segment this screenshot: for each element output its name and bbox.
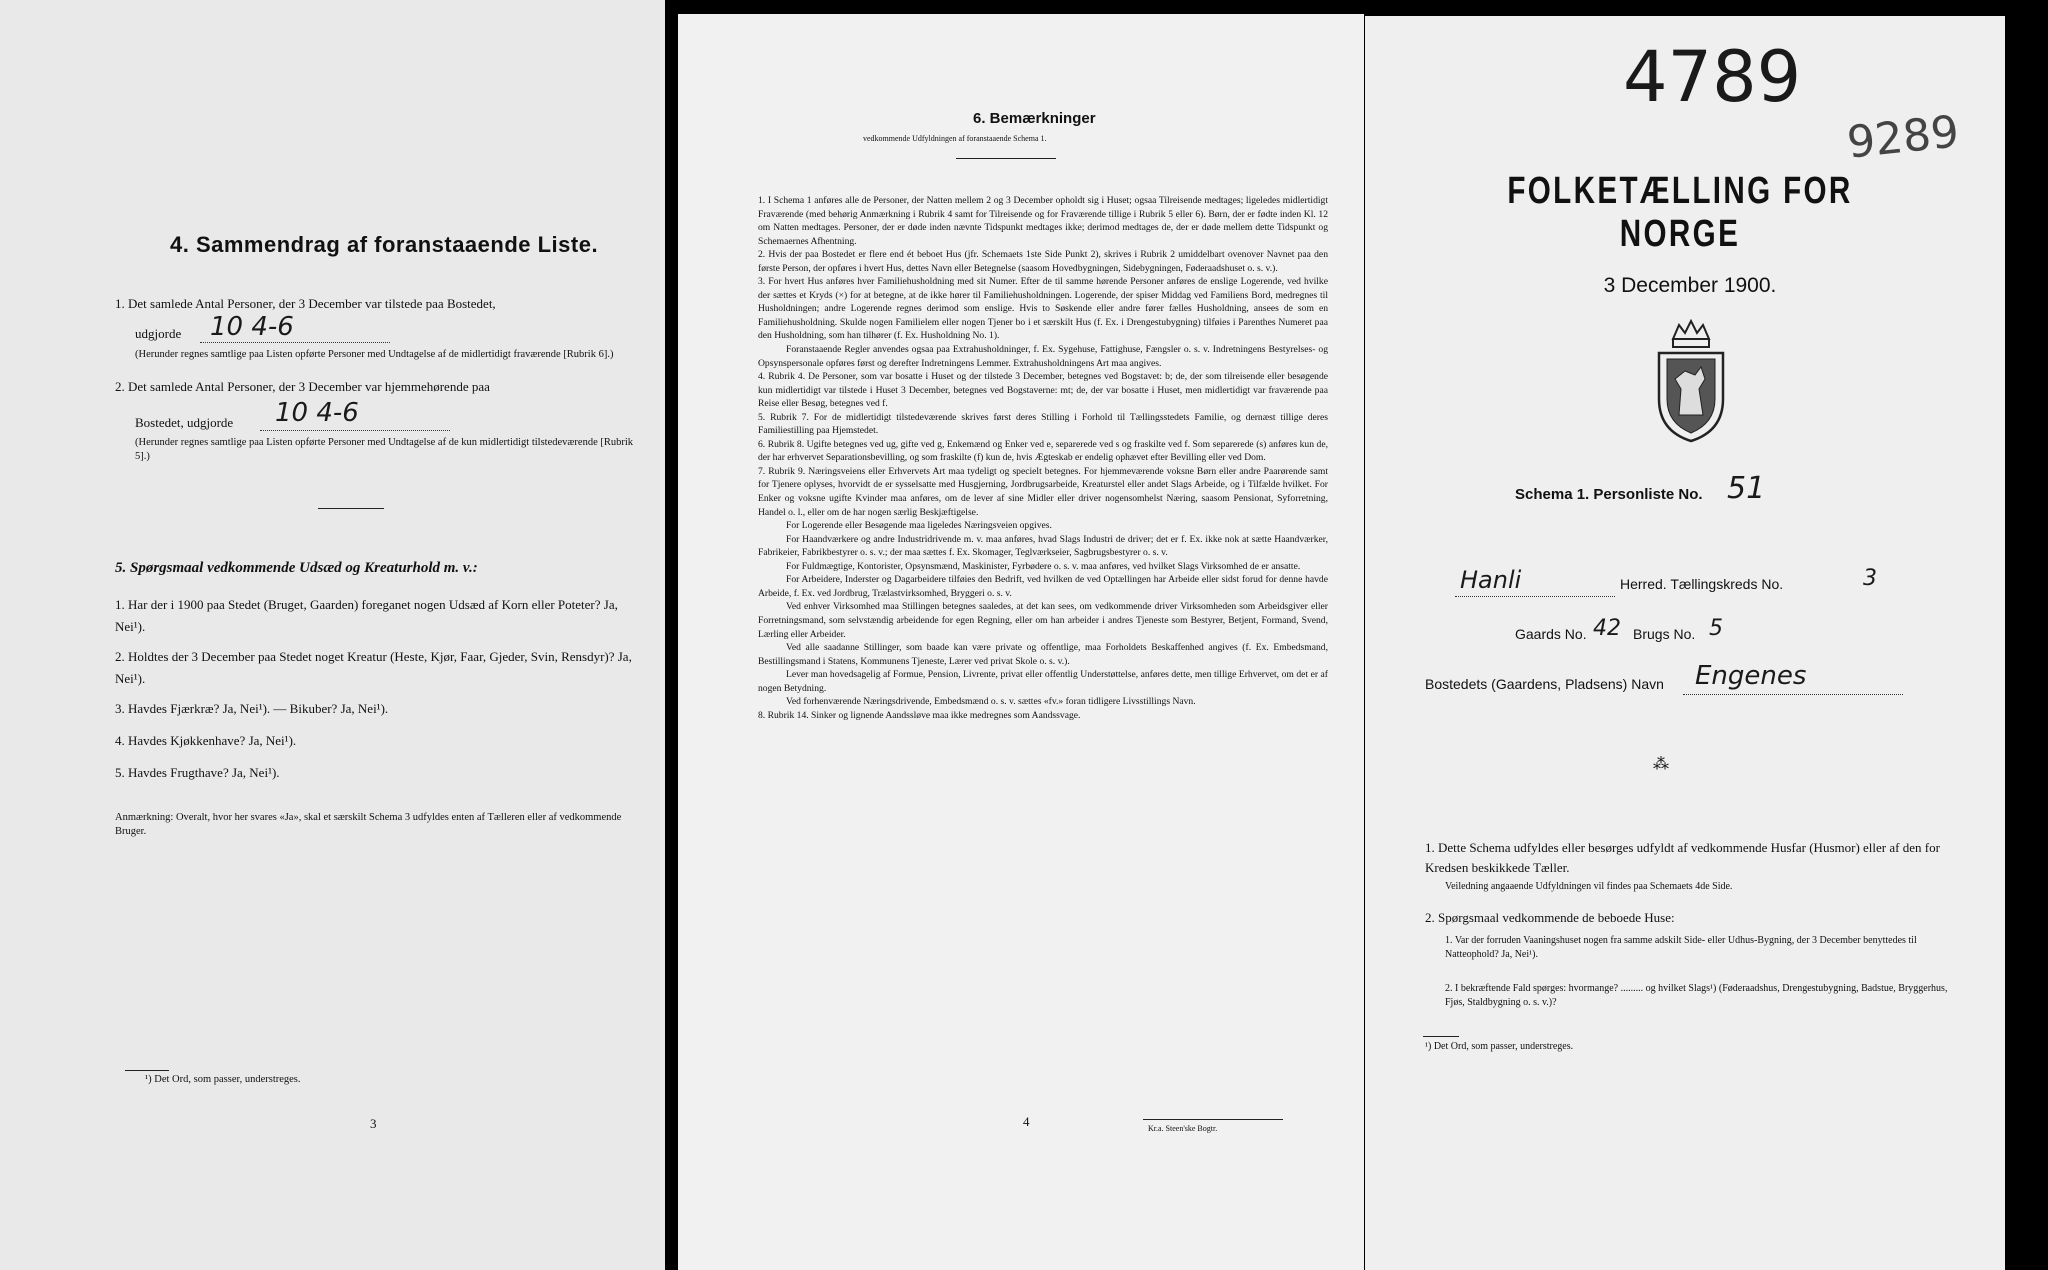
herred-label: Herred. Tællingskreds No.: [1620, 576, 1784, 592]
question-5: 5. Havdes Frugthave? Ja, Nei¹).: [115, 765, 280, 780]
remark-7i: Ved forhenværende Næringsdrivende, Embedsmænd o. s. v. sættes «fv.» foran tidligere Livsstillings Navn.: [786, 696, 1196, 708]
remarks-title: 6. Bemærkninger: [973, 110, 1096, 127]
ornament-icon: ⁂: [1653, 756, 1669, 773]
remark-7d: For Fuldmægtige, Kontorister, Opsynsmænd, Maskinister, Fyrbødere o. s. v. maa anføres, ved hvilket Slags Virksomhed de er ansatte.: [786, 560, 1301, 572]
norwegian-coat-of-arms-icon: [1645, 319, 1737, 444]
brugs-label: Brugs No.: [1633, 626, 1696, 642]
question-1: 1. Har der i 1900 paa Stedet (Bruget, Gaarden) foreganet nogen Udsæd af Korn eller Poteter? Ja, Nei¹).: [115, 597, 618, 634]
remark-7e: For Arbeidere, Inderster og Dagarbeidere tilføies den Bedrift, ved hvilken de ved Optællingen har Arbeide eller sidst forud for denne havde Arbeide, f. Ex. ved Jordbrug, Trælastvirksomhed, Bryggeri o. s. v.: [758, 574, 1328, 599]
gaards-number: 42: [1593, 616, 1621, 641]
remark-2: 2. Hvis der paa Bostedet er flere end ét beboet Hus (jfr. Schemaets 1ste Side Punkt 2), skrives i Rubrik 2 umiddelbart ovenover Navnet paa den første Person, der opføres i hvert Hus, dettes Navn eller Betegnelse (saasom Hovedbygningen, Sidebygningen, Føderaadshuset o. s. v.).: [758, 249, 1328, 274]
herred-line: [1455, 596, 1615, 597]
divider: [318, 508, 384, 509]
footnote-rule: [1423, 1036, 1459, 1037]
gaards-label: Gaards No.: [1515, 626, 1587, 642]
right-page: [1365, 16, 2005, 1270]
instruction-2: 2. Spørgsmaal vedkommende de beboede Huse:: [1425, 910, 1675, 925]
remark-7h: Lever man hovedsagelig af Formue, Pension, Livrente, privat eller offentlig Understøttelse, anføres dette, men tillige Erhvervet, om det er af nogen Betydning.: [758, 669, 1328, 694]
page-number: 4: [1023, 1114, 1030, 1129]
archive-number-secondary: 9289: [1844, 106, 1962, 169]
remark-4: 4. Rubrik 4. De Personer, som var bosatte i Huset og der tilstede 3 December, betegnes ved Bogstavet: b; de, der som tilreisende eller besøgende kun midlertidigt var tilstede i Huset 3 December, betegnes ved Bogstaverne: mt; de, der var bosatte i Huset, men midlertidigt var fraværende paa Reise eller Besøg, betegnes ved f.: [758, 371, 1328, 410]
summary-item-2: 2. Det samlede Antal Personer, der 3 December var hjemmehørende paa: [115, 379, 490, 394]
summary-item-2-value: 10 4-6: [275, 398, 359, 428]
remark-7b: For Logerende eller Besøgende maa ligeledes Næringsveien opgives.: [786, 520, 1052, 532]
summary-item-2-label: Bostedet, udgjorde: [135, 415, 234, 430]
census-date: 3 December 1900.: [1603, 274, 1777, 297]
bosted-value: Engenes: [1695, 661, 1807, 691]
printer-mark: Kr.a. Steen'ske Bogtr.: [1148, 1124, 1218, 1133]
footnote: ¹) Det Ord, som passer, understreges.: [1425, 1041, 1574, 1052]
remark-7f: Ved enhver Virksomhed maa Stillingen betegnes saaledes, at det kan sees, om vedkommende driver Virksomheden som Arbeidsgiver eller Forretningsmand, som selvstændig arbeidende for egen Regning, eller om han arbeider i andres Tjeneste som Bestyrer, Betjent, Formand, Svend, Lærling eller Arbeider.: [758, 601, 1328, 640]
remarks-body: [758, 194, 1328, 722]
house-question-1: 1. Var der forruden Vaaningshuset nogen fra samme adskilt Side- eller Udhus-Bygning, der 3 December benyttedes til Natteophold? Ja, Nei¹).: [1445, 935, 1917, 960]
archive-number: 4789: [1623, 36, 1802, 118]
bosted-label: Bostedets (Gaardens, Pladsens) Navn: [1425, 676, 1664, 692]
remark-1: 1. I Schema 1 anføres alle de Personer, der Natten mellem 2 og 3 December opholdt sig i Huset; ogsaa Tilreisende medtages; ligeledes midlertidigt Fraværende (med behørig Anmærkning i Rubrik 4 samt for Tilreisende og for Fraværende tillige i Rubrik 5 eller 6). Børn, der er fødte inden Kl. 12 om Natten medtages. Personer, der er døde inden nævnte Tidspunkt medtages ikke; derimod medtages de, der er døde mellem dette Tidspunkt og Schemaernes Afhentning.: [758, 195, 1328, 247]
schema-number: 51: [1727, 471, 1766, 506]
summary-item-1-note: (Herunder regnes samtlige paa Listen opførte Personer med Undtagelse af de midlertidigt fraværende [Rubrik 6].): [135, 349, 614, 360]
remark-3b: Foranstaaende Regler anvendes ogsaa paa Extrahusholdninger, f. Ex. Sygehuse, Fattighuse, Fængsler o. s. v. Indretningens Bestyrelses- og Opsynspersonale opføres først og derefter Indretningens Lemmer. Extrahusholdningens Art maa angives.: [758, 344, 1328, 369]
summary-item-1-value: 10 4-6: [210, 312, 294, 342]
census-title: FOLKETÆLLING FOR NORGE: [1507, 170, 1853, 255]
footnote: ¹) Det Ord, som passer, understreges.: [145, 1074, 301, 1085]
summary-item-2-line: [260, 430, 450, 431]
printer-rule: [1143, 1119, 1283, 1120]
schema-label: Schema 1. Personliste No.: [1515, 486, 1703, 503]
herred-value: Hanli: [1460, 566, 1522, 594]
summary-item-1-label: udgjorde: [135, 326, 182, 341]
remark-5: 5. Rubrik 7. For de midlertidigt tilstedeværende skrives først deres Stilling i Forhold til Tællingsstedets Familie, og dernæst tillige deres Familiestilling paa Hjemstedet.: [758, 411, 1328, 437]
instruction-1-note: Veiledning angaaende Udfyldningen vil findes paa Schemaets 4de Side.: [1445, 881, 1733, 892]
question-2: 2. Holdtes der 3 December paa Stedet noget Kreatur (Heste, Kjør, Faar, Gjeder, Svin, Rensdyr)? Ja, Nei¹).: [115, 649, 632, 686]
remark-6: 6. Rubrik 8. Ugifte betegnes ved ug, gifte ved g, Enkemænd og Enker ved e, separerede ved s og fraskilte ved f. Som separerede (s) anføres kun de, der har erhvervet Separationsbevilling, og som fraskilte (f) kun de, hvis Ægteskab er endelig ophævet efter Bevilling eller ved Dom.: [758, 438, 1328, 464]
house-question-2: 2. I bekræftende Fald spørges: hvormange? ......... og hvilket Slags¹) (Føderaadshus, Drengestubygning, Badstue, Bryggerhus, Fjøs, Staldbygning o. s. v.)?: [1445, 983, 1948, 1008]
annotation-note: Anmærkning: Overalt, hvor her svares «Ja», skal et særskilt Schema 3 udfyldes enten af Tælleren eller af vedkommende Bruger.: [115, 812, 622, 837]
left-page: [0, 0, 665, 1270]
brugs-number: 5: [1709, 616, 1723, 641]
question-4: 4. Havdes Kjøkkenhave? Ja, Nei¹).: [115, 733, 297, 748]
remarks-subtitle: vedkommende Udfyldningen af foranstaaende Schema 1.: [863, 134, 1047, 143]
summary-item-1: 1. Det samlede Antal Personer, der 3 December var tilstede paa Bostedet,: [115, 296, 496, 311]
remarks-divider: [956, 158, 1056, 159]
krets-number: 3: [1863, 566, 1877, 591]
instruction-1: 1. Dette Schema udfyldes eller besørges udfyldt af vedkommende Husfar (Husmor) eller af den for Kredsen beskikkede Tæller.: [1425, 840, 1940, 875]
remark-7c: For Haandværkere og andre Industridrivende m. v. maa anføres, hvad Slags Industri de driver; det er f. Ex. ikke nok at sætte Haandværker, Fabrikeier, Fabrikbestyrer o. s. v.; der maa sættes f. Ex. Skomager, Teglværkseier, Sagbrugsbestyrer o. s. v.: [758, 533, 1328, 559]
remark-7g: Ved alle saadanne Stillinger, som baade kan være private og offentlige, maa Forholdets Beskaffenhed angives (f. Ex. Embedsmand, Bestillingsmand i Statens, Kommunens Tjeneste, Lærer ved privat Skole o. s. v.).: [758, 642, 1328, 667]
section-5-title: 5. Spørgsmaal vedkommende Udsæd og Kreaturhold m. v.:: [115, 560, 478, 576]
remark-7: 7. Rubrik 9. Næringsveiens eller Erhvervets Art maa tydeligt og specielt betegnes. For hjemmeværende voksne Børn eller andre Paarørende samt for Tjenere oplyses, hvorvidt de er sysselsatte med Husgjerning, Jordbrugsarbeide, Kreaturstel eller andet Slags Arbeide, og i Tilfælde hvilket. For Enker og voksne ugifte Kvinder maa anføres, om de lever af sine Midler eller driver nogensomhelst Næring, saasom Pensionat, Syforretning, Handel o. l., eller om de har nogen særlig Beskjæftigelse.: [758, 465, 1328, 518]
remark-8: 8. Rubrik 14. Sinker og lignende Aandssløve maa ikke medregnes som Aandssvage.: [758, 709, 1081, 721]
page-number: 3: [370, 1116, 377, 1131]
question-3: 3. Havdes Fjærkræ? Ja, Nei¹). — Bikuber? Ja, Nei¹).: [115, 701, 389, 716]
remark-3: 3. For hvert Hus anføres hver Familiehusholdning med sit Numer. Efter de til samme hørende Personer anføres de enslige Logerende, ved hvilke der sættes et Kryds (×) for at betegne, at de ikke hører til Familiehusholdningen. Logerende, der spiser Middag ved Familiens Bord, medregnes til Husholdningen; andre Logerende regnes derimod som enslige. Hvis to Søskende eller andre fører fælles Husholdning, ansees de som en Familiehusholdning. Skulde nogen Familielem eller nogen Tjener bo i et særskilt Hus (f. Ex. i Drengestubygning) tilføies i Parenthes Numeret paa den Husholdning, som han tilhører (f. Ex. Husholdning No. 1).: [758, 276, 1328, 342]
bosted-line: [1683, 694, 1903, 695]
summary-title: 4. Sammendrag af foranstaaende Liste.: [170, 232, 599, 257]
middle-page: [678, 14, 1364, 1270]
footnote-rule: [125, 1070, 169, 1071]
summary-item-2-note: (Herunder regnes samtlige paa Listen opførte Personer med Undtagelse af de kun midlertidigt tilstedeværende [Rubrik 5].): [135, 437, 634, 462]
summary-item-1-line: [200, 342, 390, 343]
